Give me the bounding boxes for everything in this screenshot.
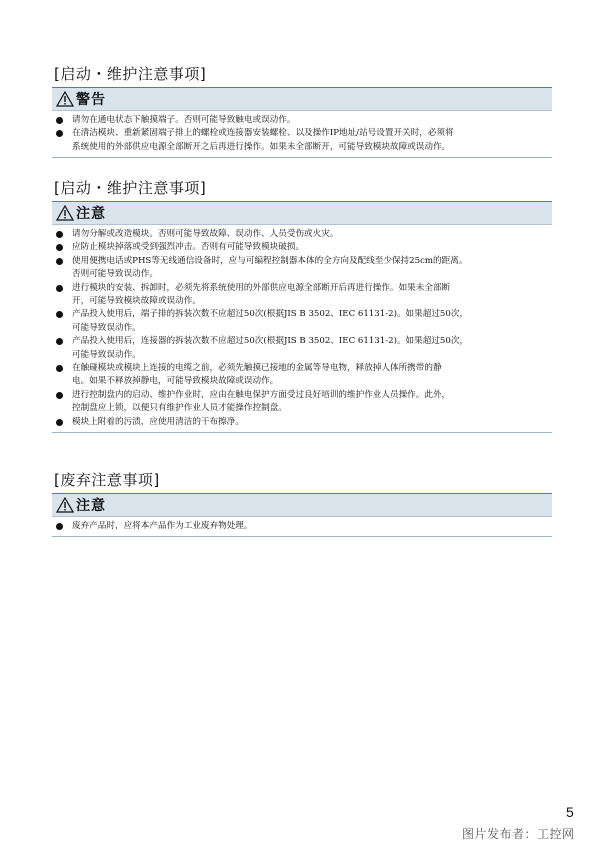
list-item (52, 282, 552, 309)
item-line: 电。如果不释放掉静电，可能导致模块故障或误动作。 (72, 376, 279, 387)
box-label: 注意 (76, 206, 106, 222)
startup-maintenance-caution-section (52, 178, 552, 433)
item-line: 进行控制盘内的启动、维护作业时，应由在触电保护方面受过良好培训的维护作业人员操作。此外， (72, 389, 451, 400)
item-line: 可能导致误动作。 (72, 322, 141, 333)
bullet-icon (56, 392, 63, 399)
item-list (52, 111, 552, 157)
bullet-icon (56, 419, 63, 426)
list-item (52, 362, 552, 389)
bullet-icon (56, 244, 63, 251)
box-header (52, 202, 552, 225)
bullet-icon (56, 258, 63, 265)
item-line: 请勿在通电状态下触摸端子。否则可能导致触电或误动作。 (72, 115, 296, 125)
section-title: [启动・维护注意事项] (54, 65, 207, 83)
item-line: 控制盘应上锁，以便只有维护作业人员才能操作控制盘。 (72, 403, 287, 414)
bullet-icon (56, 311, 63, 318)
item-list (52, 225, 552, 432)
item-line: 应防止模块掉落或受到强烈冲击。否则有可能导致模块破损。 (72, 242, 305, 253)
item-line: 使用便携电话或PHS等无线通信设备时，应与可编程控制器本体的全方向及配线至少保持25cm的距离。 (72, 255, 468, 266)
section-title: [启动・维护注意事项] (54, 179, 207, 197)
item-line: 在清洁模块、重新紧固端子排上的螺栓或连接器安装螺栓、以及操作IP地址/站号设置开关时，必须将 (72, 128, 454, 139)
warning-box (52, 87, 552, 158)
bullet-icon (56, 523, 63, 530)
caution-box (52, 493, 552, 537)
bullet-icon (56, 365, 63, 372)
bullet-icon (56, 231, 63, 238)
list-item (52, 308, 552, 335)
item-line: 请勿分解或改造模块。否则可能导致故障、误动作、人员受伤或火灾。 (72, 229, 339, 239)
item-list (52, 517, 552, 536)
caution-box (52, 201, 552, 433)
list-item (52, 114, 552, 127)
disposal-caution-section (52, 470, 552, 537)
box-header (52, 494, 552, 517)
list-item (52, 241, 552, 254)
section-title: [废弃注意事项] (54, 471, 160, 489)
list-item (52, 127, 552, 154)
warning-triangle-icon (56, 205, 74, 221)
item-line: 否则可能导致误动作。 (72, 269, 158, 280)
item-line: 系统使用的外部供应电源全部断开之后再进行操作。如果未全部断开，可能导致模块故障或误动作。 (72, 141, 451, 152)
list-item (52, 228, 552, 241)
list-item (52, 335, 552, 362)
item-line: 可能导致误动作。 (72, 349, 141, 360)
list-item (52, 389, 552, 416)
box-label: 警告 (76, 92, 106, 108)
startup-maintenance-warning-section (52, 64, 552, 158)
box-label: 注意 (76, 498, 106, 514)
item-line: 模块上附着的污渍，应使用清洁的干布擦净。 (72, 416, 244, 427)
bullet-icon (56, 130, 63, 137)
warning-triangle-icon (56, 91, 74, 107)
box-header (52, 88, 552, 111)
item-line: 进行模块的安装、拆卸时，必须先将系统使用的外部供应电源全部断开后再进行操作。如果未全部断 (72, 282, 451, 293)
list-item (52, 255, 552, 282)
page-number: 5 (566, 804, 574, 820)
item-line: 废弃产品时，应将本产品作为工业废弃物处理。 (72, 521, 253, 531)
item-line: 产品投入使用后，端子排的拆装次数不应超过50次(根据JIS B 3502、IEC 61131-2)。如果超过50次， (72, 309, 469, 320)
bullet-icon (56, 117, 63, 124)
bullet-icon (56, 338, 63, 345)
list-item (52, 416, 552, 429)
warning-triangle-icon (56, 497, 74, 513)
item-line: 产品投入使用后，连接器的拆装次数不应超过50次(根据JIS B 3502、IEC 61131-2)。如果超过50次， (72, 336, 469, 347)
item-line: 开，可能导致模块故障或误动作。 (72, 296, 201, 307)
watermark: 图片发布者：工控网 (462, 827, 575, 841)
list-item (52, 520, 552, 533)
item-line: 在触碰模块或模块上连接的电缆之前，必须先触摸已接地的金属等导电物，释放掉人体所携带的静 (72, 363, 442, 374)
bullet-icon (56, 285, 63, 292)
